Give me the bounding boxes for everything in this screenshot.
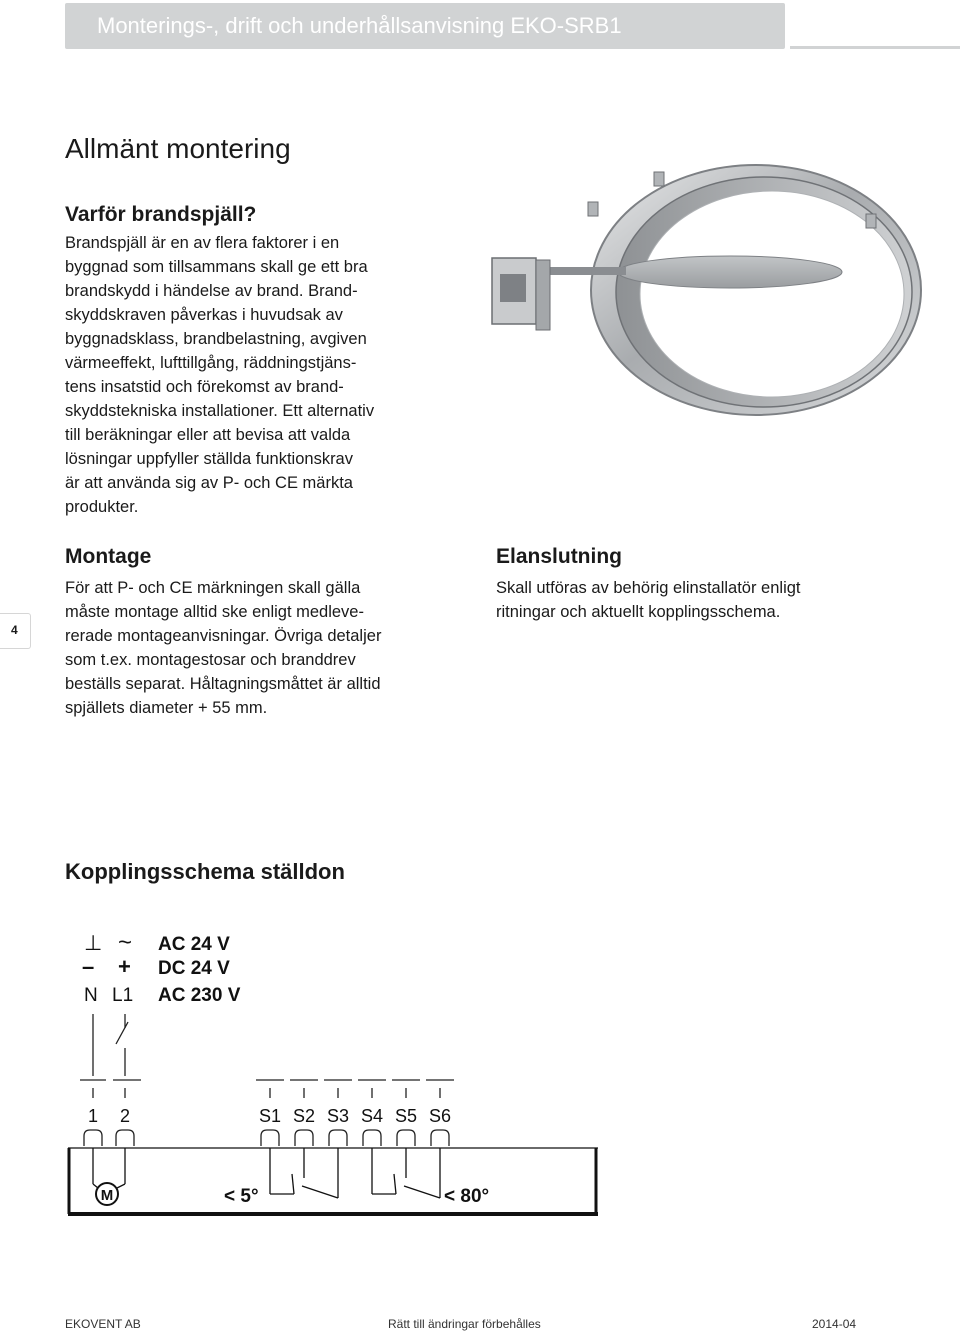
supply-wires (93, 1014, 128, 1076)
document-title: Monterings-, drift och underhållsanvisning EKO-SRB1 (97, 13, 622, 38)
supply-label: DC 24 V (158, 958, 230, 979)
text-line: rerade montageanvisningar. Övriga detaljer (65, 627, 382, 645)
elanslutning-text (496, 576, 801, 624)
switch-label: < 80° (444, 1186, 490, 1207)
terminal-label: S1 (258, 1106, 282, 1126)
supply-symbol: L1 (112, 985, 134, 1006)
text-line: till beräkningar eller att bevisa att valda (65, 426, 351, 444)
text-line: Brandspjäll är en av flera faktorer i en (65, 234, 340, 252)
supply-symbol: ~ (118, 929, 133, 956)
terminal-bar (80, 1080, 454, 1098)
text-line: tens insatstid och förekomst av brand- (65, 378, 344, 396)
text-line: spjällets diameter + 55 mm. (65, 699, 268, 717)
supply-symbol: ⊥ (84, 932, 103, 955)
section-title: Allmänt montering (65, 133, 291, 164)
header-rule (790, 46, 960, 49)
footer-company: EKOVENT AB (65, 1317, 141, 1331)
fire-damper-photo (486, 150, 926, 440)
switch-label: < 5° (224, 1186, 259, 1207)
text-line: skyddstekniska installationer. Ett alternativ (65, 402, 375, 420)
text-line: För att P- och CE märkningen skall gälla (65, 579, 361, 597)
text-line: skyddskraven påverkas i huvudsak av (65, 306, 343, 324)
supply-symbol: – (82, 954, 95, 979)
wiring-diagram (62, 926, 602, 1226)
header-bar (65, 3, 785, 49)
text-line: beställs separat. Håltagningsmåttet är alltid (65, 675, 381, 693)
text-line: byggnadsklass, brandbelastning, avgiven (65, 330, 367, 348)
why-text (65, 231, 374, 519)
supply-label: AC 230 V (158, 985, 241, 1006)
text-line: produkter. (65, 498, 139, 516)
text-line: måste montage alltid ske enligt medleve- (65, 603, 364, 621)
supply-symbol: N (84, 985, 98, 1006)
text-line: brandskydd i händelse av brand. Brand- (65, 282, 358, 300)
terminal-label: S5 (394, 1106, 418, 1126)
text-line: är att använda sig av P- och CE märkta (65, 474, 353, 492)
text-line: värmeeffekt, lufttillgång, räddningstjäns- (65, 354, 357, 372)
text-line: Skall utföras av behörig elinstallatör enligt (496, 579, 801, 597)
terminal-label: S4 (360, 1106, 384, 1126)
supply-symbol: + (118, 954, 131, 979)
montage-heading: Montage (65, 545, 152, 568)
why-heading: Varför brandspjäll? (65, 203, 257, 226)
actuator-housing (68, 1148, 598, 1214)
text-line: byggnad som tillsammans skall ge ett bra (65, 258, 368, 276)
text-line: lösningar uppfyller ställda funktionskrav (65, 450, 353, 468)
terminal-label: S3 (326, 1106, 350, 1126)
wiring-title: Kopplingsschema ställdon (65, 859, 345, 884)
terminal-label: 2 (119, 1106, 131, 1126)
page-number-tab (0, 614, 30, 648)
montage-text (65, 576, 381, 720)
motor-label: M (100, 1187, 114, 1204)
footer-date: 2014-04 (812, 1317, 857, 1331)
cable-stubs (84, 1130, 449, 1146)
page-number: 4 (11, 623, 18, 637)
text-line: som t.ex. montagestosar och branddrev (65, 651, 356, 669)
elanslutning-heading: Elanslutning (496, 545, 622, 568)
terminal-label: 1 (87, 1106, 99, 1126)
text-line: ritningar och aktuellt kopplingsschema. (496, 603, 781, 621)
terminal-label: S2 (292, 1106, 316, 1126)
terminal-label: S6 (428, 1106, 452, 1126)
footer-notice: Rätt till ändringar förbehålles (388, 1317, 541, 1331)
supply-label: AC 24 V (158, 934, 230, 955)
